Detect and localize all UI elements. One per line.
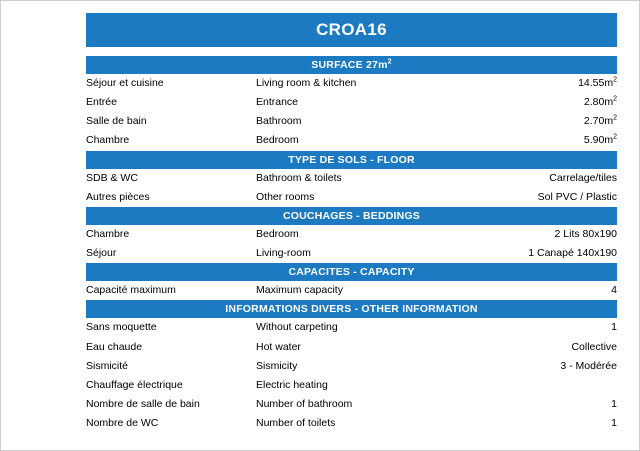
row-value	[471, 112, 617, 131]
row-label-en: Living-room	[256, 247, 311, 260]
row-label-fr: Salle de bain	[86, 115, 147, 128]
row-value: 1 Canapé 140x190	[528, 247, 617, 260]
row-label-en: Bedroom	[256, 134, 299, 147]
property-info-sheet	[86, 13, 617, 433]
section-table-surface	[86, 74, 617, 151]
row-label-en: Bathroom & toilets	[256, 171, 342, 184]
row-value: 1	[611, 321, 617, 334]
row-value: 4	[611, 284, 617, 297]
table-row	[86, 74, 617, 93]
table-row	[86, 225, 617, 244]
row-label-en: Maximum capacity	[256, 284, 343, 297]
row-value-text: 14.55m	[578, 77, 614, 90]
row-value: Collective	[571, 340, 617, 353]
row-value: 1	[611, 397, 617, 410]
section-header-surface-sup: 2	[387, 58, 392, 66]
row-value-sup: 2	[613, 133, 617, 141]
row-value	[471, 131, 617, 150]
table-row	[86, 93, 617, 112]
section-table-capacity	[86, 281, 617, 300]
row-value: 3 - Modérée	[560, 359, 617, 372]
row-value	[471, 376, 617, 395]
row-value-text: 5.90m	[583, 134, 614, 147]
row-value-text: 2.70m	[583, 115, 614, 128]
section-header-beddings: COUCHAGES - BEDDINGS	[86, 207, 617, 225]
row-value: 1	[611, 417, 617, 430]
section-header-other-information: INFORMATIONS DIVERS - OTHER INFORMATION	[86, 300, 617, 318]
row-value	[471, 74, 617, 93]
title-spacer	[86, 47, 617, 56]
row-label-fr: Chambre	[86, 134, 130, 147]
row-label-en: Sismicity	[256, 359, 298, 372]
row-value-text: 2.80m	[583, 96, 614, 109]
row-value	[471, 93, 617, 112]
row-label-en: Entrance	[256, 96, 299, 109]
table-row	[86, 376, 617, 395]
row-label-fr: Séjour	[86, 247, 117, 260]
row-label-en: Bathroom	[256, 115, 302, 128]
table-row	[86, 244, 617, 263]
row-label-en: Other rooms	[256, 190, 315, 203]
row-label-fr: SDB & WC	[86, 171, 138, 184]
row-label-fr: Chauffage électrique	[86, 378, 183, 391]
row-label-fr: Entrée	[86, 96, 117, 109]
row-value: 2 Lits 80x190	[554, 227, 617, 240]
table-row	[86, 318, 617, 337]
row-value-sup: 2	[613, 95, 617, 103]
row-label-en: Bedroom	[256, 227, 299, 240]
table-row	[86, 395, 617, 414]
row-label-en: Living room & kitchen	[256, 77, 357, 90]
row-value: Sol PVC / Plastic	[537, 190, 617, 203]
table-row	[86, 281, 617, 300]
section-header-surface	[86, 56, 617, 74]
section-header-capacity: CAPACITES - CAPACITY	[86, 263, 617, 281]
table-row	[86, 338, 617, 357]
section-table-beddings	[86, 225, 617, 263]
row-label-fr: Nombre de salle de bain	[86, 397, 200, 410]
page-title: CROA16	[86, 13, 617, 47]
row-value-sup: 2	[613, 114, 617, 122]
table-row	[86, 414, 617, 433]
row-label-fr: Chambre	[86, 227, 130, 240]
row-label-fr: Capacité maximum	[86, 284, 176, 297]
row-label-fr: Sismicité	[86, 359, 129, 372]
table-row	[86, 169, 617, 188]
row-label-en: Number of toilets	[256, 417, 336, 430]
section-table-other-information	[86, 318, 617, 433]
row-label-en: Electric heating	[256, 378, 328, 391]
row-label-fr: Autres pièces	[86, 190, 150, 203]
table-row	[86, 131, 617, 150]
row-label-en: Number of bathroom	[256, 397, 353, 410]
row-label-en: Hot water	[256, 340, 301, 353]
table-row	[86, 357, 617, 376]
row-value-sup: 2	[613, 76, 617, 84]
section-table-floor	[86, 169, 617, 207]
row-label-fr: Nombre de WC	[86, 417, 159, 430]
table-row	[86, 112, 617, 131]
section-header-surface-text: SURFACE 27m	[311, 59, 388, 71]
section-header-floor: TYPE DE SOLS - FLOOR	[86, 151, 617, 169]
row-label-fr: Séjour et cuisine	[86, 77, 164, 90]
table-row	[86, 188, 617, 207]
row-label-fr: Eau chaude	[86, 340, 143, 353]
row-label-fr: Sans moquette	[86, 321, 157, 334]
row-label-en: Without carpeting	[256, 321, 338, 334]
row-value: Carrelage/tiles	[549, 171, 617, 184]
